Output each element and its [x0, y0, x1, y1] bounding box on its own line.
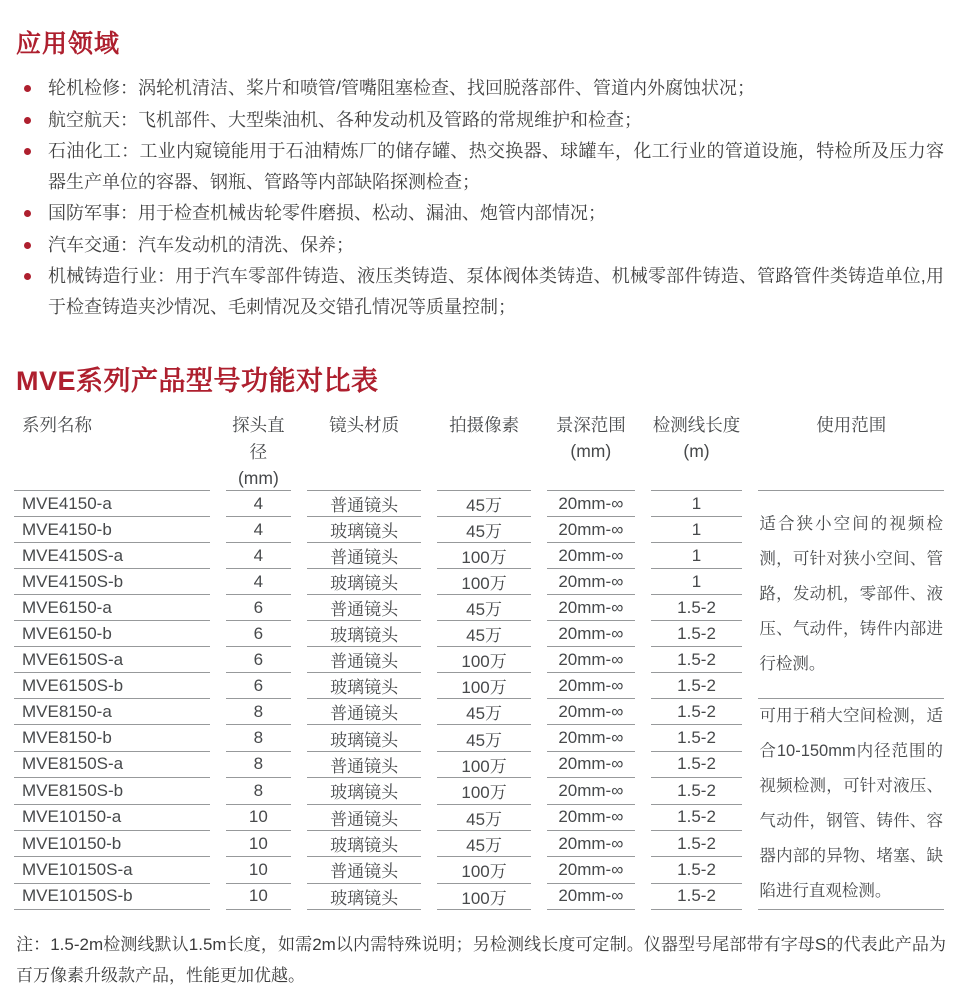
- comparison-table: [0, 412, 960, 910]
- table-cell: 玻璃镜头: [307, 778, 421, 804]
- applications-title: 应用领域: [16, 30, 121, 58]
- table-cell: 玻璃镜头: [307, 569, 421, 595]
- table-cell: MVE6150S-a: [14, 647, 210, 673]
- table-cell: MVE10150S-b: [14, 884, 210, 910]
- table-cell: 玻璃镜头: [307, 831, 421, 857]
- column-header-lens: 镜头材质: [307, 412, 421, 491]
- table-cell: 玻璃镜头: [307, 884, 421, 910]
- comparison-table-title: MVE系列产品型号功能对比表: [16, 366, 379, 396]
- table-cell: 4: [226, 491, 291, 517]
- table-cell: 1.5-2: [651, 831, 743, 857]
- table-cell: 20mm-∞: [547, 752, 635, 778]
- table-cell: 玻璃镜头: [307, 673, 421, 699]
- table-cell: MVE8150-b: [14, 725, 210, 751]
- table-cell: 玻璃镜头: [307, 725, 421, 751]
- table-cell: 10: [226, 831, 291, 857]
- table-cell: 玻璃镜头: [307, 621, 421, 647]
- table-cell: 20mm-∞: [547, 595, 635, 621]
- table-cell: 45万: [437, 805, 531, 831]
- column-header-dof: 景深范围 (mm): [547, 412, 635, 491]
- table-row: [14, 699, 944, 725]
- list-item: 国防军事：用于检查机械齿轮零件磨损、松动、漏油、炮管内部情况；: [16, 198, 944, 229]
- list-item: 机械铸造行业：用于汽车零部件铸造、液压类铸造、泵体阀体类铸造、机械零部件铸造、管路管件类铸造单位,用于检查铸造夹沙情况、毛刺情况及交错孔情况等质量控制；: [16, 261, 944, 322]
- table-cell: 8: [226, 699, 291, 725]
- table-cell: 1.5-2: [651, 778, 743, 804]
- table-cell: 20mm-∞: [547, 543, 635, 569]
- table-cell: 20mm-∞: [547, 699, 635, 725]
- table-cell: 20mm-∞: [547, 805, 635, 831]
- table-cell: 20mm-∞: [547, 857, 635, 883]
- table-cell: MVE6150-a: [14, 595, 210, 621]
- column-header-pixels: 拍摄像素: [437, 412, 531, 491]
- applications-list: [16, 73, 944, 322]
- document-page: [0, 24, 960, 991]
- table-cell: 1.5-2: [651, 647, 743, 673]
- table-cell: 45万: [437, 725, 531, 751]
- table-cell: 8: [226, 725, 291, 751]
- table-cell: MVE10150-b: [14, 831, 210, 857]
- table-cell: 玻璃镜头: [307, 517, 421, 543]
- table-cell: MVE10150-a: [14, 805, 210, 831]
- list-item: 轮机检修：涡轮机清洁、桨片和喷管/管嘴阻塞检查、找回脱落部件、管道内外腐蚀状况；: [16, 73, 944, 104]
- table-row: [14, 491, 944, 517]
- table-cell: 1.5-2: [651, 884, 743, 910]
- table-cell: 普通镜头: [307, 491, 421, 517]
- table-cell: MVE6150S-b: [14, 673, 210, 699]
- table-cell: 100万: [437, 857, 531, 883]
- table-cell: 45万: [437, 491, 531, 517]
- table-cell: 1.5-2: [651, 725, 743, 751]
- table-cell: 1.5-2: [651, 857, 743, 883]
- table-cell: 45万: [437, 517, 531, 543]
- table-cell: 4: [226, 569, 291, 595]
- usage-range-cell: 可用于稍大空间检测，适合10-150mm内径范围的视频检测，可针对液压、气动件，钢管、铸件、容器内部的异物、堵塞、缺陷进行直观检测。: [758, 699, 944, 910]
- table-cell: 100万: [437, 752, 531, 778]
- footnote: 注：1.5-2m检测线默认1.5m长度，如需2m以内需特殊说明；另检测线长度可定制。仪器型号尾部带有字母S的代表此产品为百万像素升级款产品，性能更加优越。: [16, 935, 946, 985]
- table-cell: 普通镜头: [307, 805, 421, 831]
- table-cell: 100万: [437, 673, 531, 699]
- column-header-series: 系列名称: [14, 412, 210, 491]
- table-cell: 6: [226, 621, 291, 647]
- table-cell: 普通镜头: [307, 543, 421, 569]
- table-cell: 20mm-∞: [547, 673, 635, 699]
- table-cell: 1: [651, 491, 743, 517]
- table-cell: 20mm-∞: [547, 647, 635, 673]
- table-cell: 20mm-∞: [547, 884, 635, 910]
- table-cell: 1: [651, 569, 743, 595]
- table-cell: 普通镜头: [307, 647, 421, 673]
- table-cell: 1: [651, 517, 743, 543]
- list-item: 航空航天：飞机部件、大型柴油机、各种发动机及管路的常规维护和检查；: [16, 105, 944, 136]
- table-cell: 100万: [437, 884, 531, 910]
- table-cell: MVE8150S-a: [14, 752, 210, 778]
- table-cell: 20mm-∞: [547, 491, 635, 517]
- table-cell: MVE6150-b: [14, 621, 210, 647]
- table-cell: 1: [651, 543, 743, 569]
- table-cell: 6: [226, 595, 291, 621]
- list-item: 石油化工：工业内窥镜能用于石油精炼厂的储存罐、热交换器、球罐车，化工行业的管道设施，特检所及压力容器生产单位的容器、钢瓶、管路等内部缺陷探测检查；: [16, 136, 944, 197]
- column-header-cable-length: 检测线长度 (m): [651, 412, 743, 491]
- table-cell: 20mm-∞: [547, 831, 635, 857]
- table-cell: MVE4150S-a: [14, 543, 210, 569]
- table-cell: 10: [226, 805, 291, 831]
- column-header-diameter: 探头直径 (mm): [226, 412, 291, 491]
- list-item: 汽车交通：汽车发动机的清洗、保养；: [16, 230, 944, 261]
- comparison-table-body: [14, 491, 944, 910]
- table-cell: 普通镜头: [307, 699, 421, 725]
- table-cell: 10: [226, 884, 291, 910]
- table-cell: MVE10150S-a: [14, 857, 210, 883]
- table-cell: MVE4150-a: [14, 491, 210, 517]
- table-cell: MVE4150-b: [14, 517, 210, 543]
- table-cell: 100万: [437, 569, 531, 595]
- table-cell: 45万: [437, 595, 531, 621]
- table-cell: 1.5-2: [651, 595, 743, 621]
- table-cell: 45万: [437, 831, 531, 857]
- table-cell: 100万: [437, 543, 531, 569]
- table-header: [14, 412, 944, 491]
- table-cell: 普通镜头: [307, 752, 421, 778]
- table-cell: 100万: [437, 778, 531, 804]
- table-cell: 45万: [437, 699, 531, 725]
- column-header-usage: 使用范围: [758, 412, 944, 491]
- table-cell: 6: [226, 647, 291, 673]
- table-cell: 20mm-∞: [547, 621, 635, 647]
- table-cell: 20mm-∞: [547, 569, 635, 595]
- table-cell: 4: [226, 517, 291, 543]
- table-cell: 4: [226, 543, 291, 569]
- table-cell: 1.5-2: [651, 752, 743, 778]
- table-cell: 20mm-∞: [547, 778, 635, 804]
- table-cell: 1.5-2: [651, 805, 743, 831]
- table-cell: 普通镜头: [307, 857, 421, 883]
- table-cell: 1.5-2: [651, 699, 743, 725]
- table-cell: 8: [226, 778, 291, 804]
- table-cell: 1.5-2: [651, 673, 743, 699]
- table-cell: 普通镜头: [307, 595, 421, 621]
- table-cell: MVE8150S-b: [14, 778, 210, 804]
- table-cell: 20mm-∞: [547, 517, 635, 543]
- table-cell: 20mm-∞: [547, 725, 635, 751]
- table-cell: 45万: [437, 621, 531, 647]
- table-cell: 6: [226, 673, 291, 699]
- table-cell: 100万: [437, 647, 531, 673]
- table-cell: 10: [226, 857, 291, 883]
- table-cell: MVE8150-a: [14, 699, 210, 725]
- table-cell: 8: [226, 752, 291, 778]
- table-cell: 1.5-2: [651, 621, 743, 647]
- usage-range-cell: 适合狭小空间的视频检测，可针对狭小空间、管路，发动机，零部件、液压、气动件，铸件内部进行检测。: [758, 491, 944, 699]
- table-cell: MVE4150S-b: [14, 569, 210, 595]
